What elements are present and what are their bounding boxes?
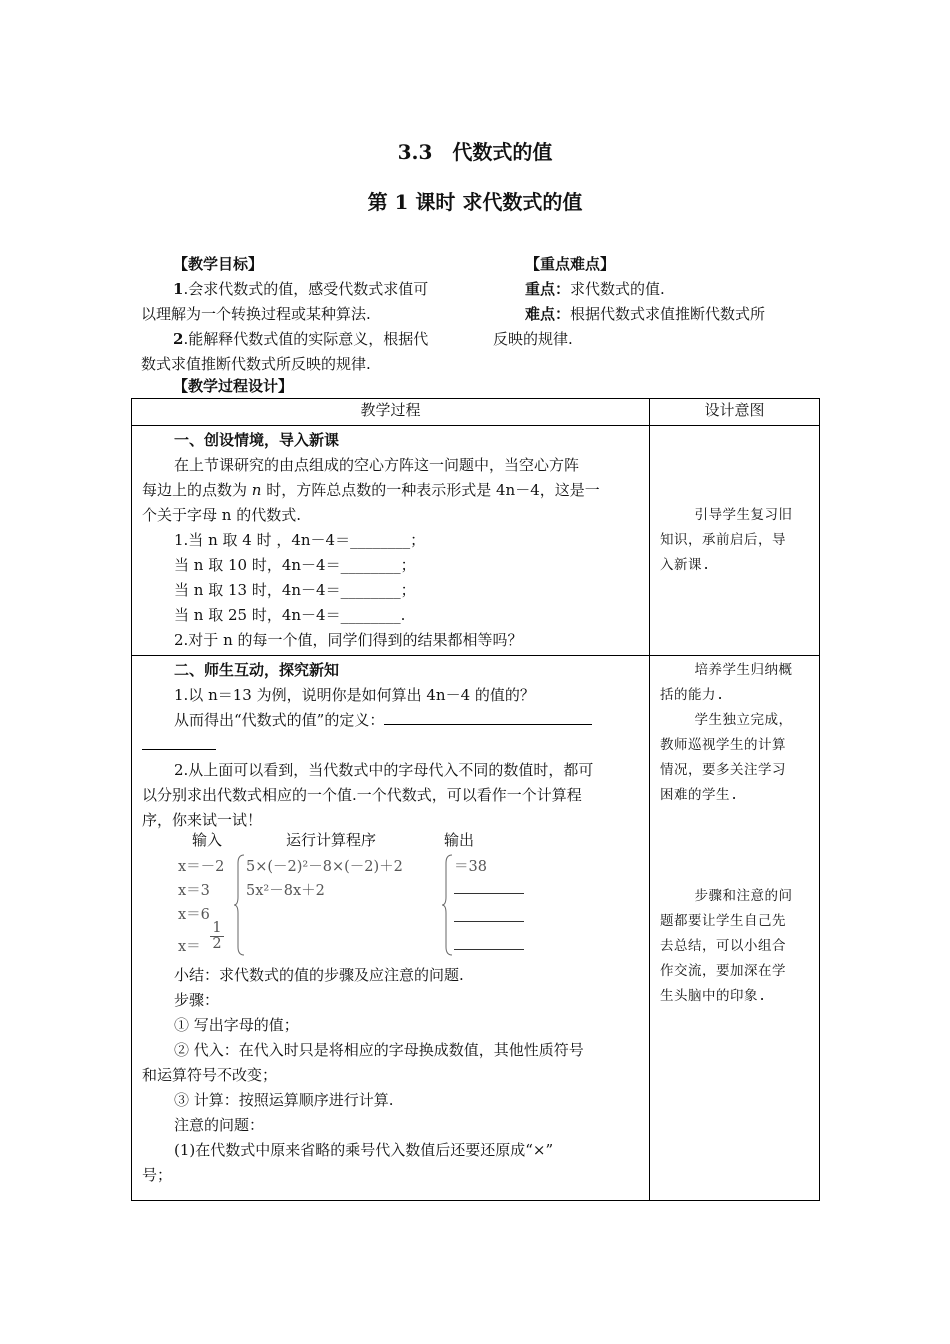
table-header-row	[132, 399, 820, 426]
question-2: 当 n 取 10 时，4n－4＝________；	[174, 556, 416, 574]
section1-para-line3: 个关于字母 n 的代数式.	[142, 506, 301, 524]
section1-content	[132, 426, 650, 656]
intent-line: 困难的学生.	[660, 787, 739, 803]
intent-line: 题都要让学生自己先	[660, 913, 786, 929]
intent-line: 学生独立完成，	[660, 712, 793, 728]
summary-line: 小结：求代数式的值的步骤及应注意的问题.	[174, 966, 464, 984]
label-run-program: 运行计算程序	[286, 831, 377, 849]
section2-para-1: 1.以 n＝13 为例，说明你是如何算出 4n－4 的值的？	[174, 686, 535, 704]
note-1-line1: (1)在代数式中原来省略的乘号代入数值后还要还原成“×”	[174, 1141, 554, 1159]
intent-line: 教师巡视学生的计算	[660, 737, 786, 753]
calculation-program-diagram	[142, 833, 639, 963]
input-x4-prefix: x＝	[178, 939, 201, 955]
fraction-numerator: 1	[210, 921, 224, 937]
intent-line: 作交流，要加深在学	[660, 963, 786, 979]
note-1-line2: 号；	[142, 1166, 173, 1184]
objective-1-line1	[141, 277, 428, 302]
step-1: ① 写出字母的值；	[174, 1016, 299, 1034]
objective-2-line2: 数式求值推断代数式所反映的规律.	[141, 355, 371, 373]
step-3: ③ 计算：按照运算顺序进行计算.	[174, 1091, 394, 1109]
text-span: 每边上的点数为	[142, 481, 252, 499]
output-blank-3	[454, 921, 524, 922]
intent-line: 入新课.	[660, 557, 711, 573]
objective-2-text: .能解释代数式值的实际意义，根据代	[183, 330, 429, 348]
objectives-heading: 【教学目标】	[173, 255, 264, 273]
key-label: 重点：	[525, 280, 571, 298]
section1-intent	[650, 426, 820, 656]
intent-line: 情况，要多关注学习	[660, 762, 786, 778]
output-1: ＝38	[454, 859, 487, 875]
label-output: 输出	[444, 831, 475, 849]
intent-line: 步骤和注意的问	[660, 888, 793, 904]
keypoints-heading: 【重点难点】	[525, 255, 616, 273]
section2-title: 二、师生互动，探究新知	[174, 661, 340, 679]
intent-line: 去总结，可以小组合	[660, 938, 786, 954]
section2-content	[132, 656, 650, 1201]
section2-para-2-line2: 以分别求出代数式相应的一个值.一个代数式，可以看作一个计算程	[142, 786, 582, 804]
expression-general: 5x²－8x＋2	[246, 883, 325, 899]
objective-1-number: 1	[173, 280, 184, 298]
question-5: 2.对于 n 的每一个值，同学们得到的结果都相等吗？	[174, 631, 523, 649]
lesson-title: 3.3 代数式的值	[397, 140, 553, 164]
expression-substituted: 5×(－2)²－8×(－2)＋2	[246, 859, 403, 875]
output-blank-2	[454, 893, 524, 894]
lesson-table	[131, 398, 820, 1201]
definition-blank-continued	[142, 733, 216, 750]
input-x4	[178, 935, 201, 956]
table-row	[132, 426, 820, 656]
intent-line: 生头脑中的印象.	[660, 988, 767, 1004]
step-2-line2: 和运算符号不改变；	[142, 1066, 278, 1084]
intent-line: 培养学生归纳概	[660, 662, 793, 678]
step-2-line1: ② 代入：在代入时只是将相应的字母换成数值，其他性质符号	[174, 1041, 584, 1059]
output-blank-4	[454, 949, 524, 950]
difficulty-point	[493, 302, 765, 327]
objective-1-text: .会求代数式的值，感受代数式求值可	[183, 280, 429, 298]
left-brace-icon	[234, 853, 246, 957]
intent-spacer	[660, 808, 811, 884]
definition-blank-line2	[142, 733, 639, 758]
header-teaching-process: 教学过程	[132, 399, 650, 426]
notes-heading: 注意的问题：	[174, 1116, 265, 1134]
intent-line: 括的能力.	[660, 687, 725, 703]
lesson-subtitle: 第 1 课时 求代数式的值	[367, 190, 583, 214]
input-x1: x＝－2	[178, 859, 225, 875]
process-heading: 【教学过程设计】	[173, 377, 294, 395]
section1-title: 一、创设情境，导入新课	[174, 431, 340, 449]
table-row	[132, 656, 820, 1201]
difficulty-label: 难点：	[525, 305, 571, 323]
difficulty-line2: 反映的规律.	[493, 330, 573, 348]
label-input: 输入	[192, 831, 223, 849]
definition-line	[142, 708, 639, 733]
variable-n: n	[251, 481, 262, 499]
fraction-denominator: 2	[212, 936, 222, 952]
objective-1-line2: 以理解为一个转换过程或某种算法.	[141, 305, 371, 323]
input-x2: x＝3	[178, 883, 210, 899]
intent-line: 引导学生复习旧	[660, 507, 793, 523]
objectives-block	[141, 252, 428, 377]
question-3: 当 n 取 13 时，4n－4＝________；	[174, 581, 416, 599]
section2-para-2-line3: 序，你来试一试！	[142, 811, 263, 829]
section1-para-line2	[142, 478, 639, 503]
right-brace-icon	[442, 853, 454, 957]
section2-para-2-line1: 2.从上面可以看到，当代数式中的字母代入不同的数值时，都可	[174, 761, 594, 779]
difficulty-text: 根据代数式求值推断代数式所	[570, 305, 766, 323]
key-text: 求代数式的值.	[570, 280, 665, 298]
objective-2-number: 2	[173, 330, 184, 348]
section1-para-line1: 在上节课研究的由点组成的空心方阵这一问题中，当空心方阵	[174, 456, 580, 474]
objective-2-line1	[141, 327, 428, 352]
steps-heading: 步骤：	[174, 991, 220, 1009]
keypoints-block	[493, 252, 765, 352]
section2-intent	[650, 656, 820, 1201]
header-design-intent: 设计意图	[650, 399, 820, 426]
fraction-one-half	[210, 921, 224, 952]
input-x3: x＝6	[178, 907, 210, 923]
text-span: 时，方阵总点数的一种表示形式是 4n－4，这是一	[261, 481, 600, 499]
question-4: 当 n 取 25 时，4n－4＝________.	[174, 606, 406, 624]
key-point	[493, 277, 765, 302]
intent-line: 知识，承前启后，导	[660, 532, 786, 548]
question-1: 1.当 n 取 4 时 ，4n－4＝________；	[174, 531, 426, 549]
definition-prompt: 从而得出“代数式的值”的定义：	[174, 711, 385, 729]
definition-blank	[384, 708, 592, 725]
